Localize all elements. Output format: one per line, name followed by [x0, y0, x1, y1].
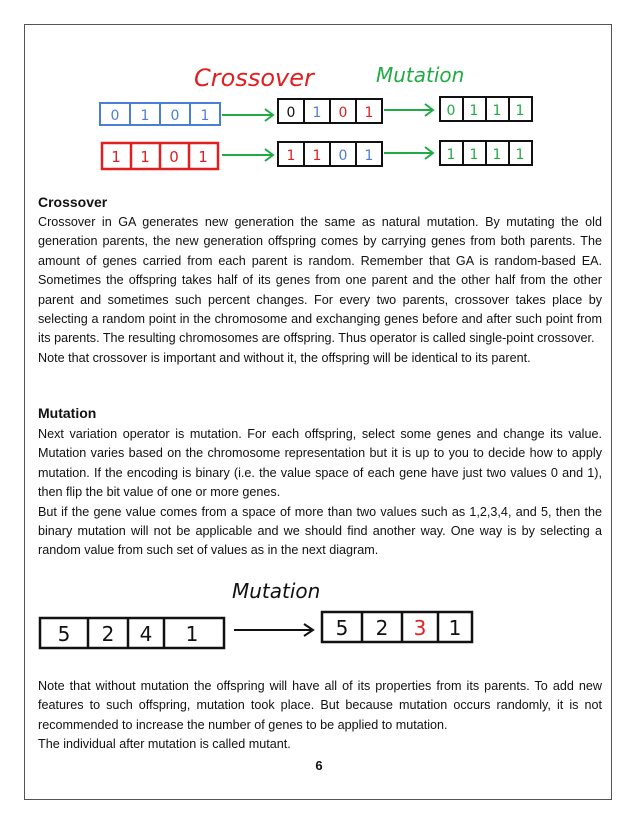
gene: 1: [140, 108, 150, 124]
crossover-section: [38, 213, 602, 368]
gene: 1: [140, 148, 150, 166]
gene: 5: [57, 622, 71, 646]
crossover-mutation-diagram: [0, 0, 638, 200]
mutation-heading: Mutation: [38, 405, 97, 421]
mutation-diagram-label: Mutation: [232, 579, 321, 603]
crossover-note: Note that crossover is important and without it, the offspring will be identical to its parent.: [38, 350, 531, 365]
gene: 2: [375, 616, 389, 640]
gene: 1: [446, 147, 456, 163]
gene: 1: [469, 103, 479, 119]
gene: 1: [312, 105, 322, 121]
mutation-label: Mutation: [376, 63, 465, 87]
gene: 0: [338, 105, 348, 121]
gene: 0: [286, 105, 296, 121]
gene: 1: [111, 148, 121, 166]
crossover-paragraph: Crossover in GA generates new generation the same as natural mutation. By mutating the old generation parents, the new generation offspring comes by carrying genes from both parents. The amount of genes carried from each parent is random. Remember that GA is random-based EA. Sometimes the offspring takes half of its genes from one parent and the other half from the other parent and sometimes such percent changes. For every two parents, crossover takes place by selecting a random point in the chromosome and exchanging genes before and after such point from its parents. The resulting chromosomes are offspring. Thus operator is called single-point crossover.: [38, 215, 602, 346]
gene: 1: [198, 148, 208, 166]
mutation-paragraph-2: But if the gene value comes from a space of more than two values such as 1,2,3,4, and 5, then the binary mutation will not be applicable and we should find another way. One way is by selecting a random value from such set of values as in the next diagram.: [38, 504, 602, 558]
mutated-gene: 3: [413, 616, 427, 640]
mutation-paragraph-1: Next variation operator is mutation. For each offspring, select some genes and change its value. Mutation varies based on the chromosome representation but it is up to you to decide how to apply mutation. If the encoding is binary (i.e. the value space of each gene have just two values 0 and 1), then flip the bit value of one or more genes.: [38, 427, 602, 500]
gene: 1: [515, 103, 525, 119]
crossover-label: Crossover: [194, 64, 314, 92]
arrow-icon: [222, 104, 433, 161]
gene: 0: [170, 108, 180, 124]
mutation-section: [38, 425, 602, 561]
gene: 1: [286, 148, 296, 164]
gene: 1: [185, 622, 199, 646]
gene: 1: [200, 108, 210, 124]
value-mutation-diagram: [0, 570, 638, 660]
arrow-icon: [234, 624, 313, 636]
gene: 1: [492, 147, 502, 163]
gene: 0: [110, 108, 120, 124]
page-number: 6: [315, 758, 323, 773]
gene: 1: [448, 616, 462, 640]
gene: 0: [338, 148, 348, 164]
gene: 1: [312, 148, 322, 164]
gene: 2: [101, 622, 115, 646]
gene: 1: [364, 148, 374, 164]
gene: 1: [492, 103, 502, 119]
mutant-definition: The individual after mutation is called mutant.: [38, 737, 291, 752]
gene: 1: [469, 147, 479, 163]
gene: 0: [169, 148, 179, 166]
closing-paragraph: Note that without mutation the offspring will have all of its properties from its parents. To add new features to such offspring, mutation took place. But because mutation occurs randomly, it is not recommended to increase the number of genes to be applied to mutation.: [38, 679, 602, 732]
gene: 5: [335, 616, 349, 640]
gene: 1: [364, 105, 374, 121]
closing-section: [38, 677, 602, 755]
crossover-heading: Crossover: [38, 194, 108, 210]
gene: 0: [446, 103, 456, 119]
gene: 4: [139, 622, 153, 646]
gene: 1: [515, 147, 525, 163]
